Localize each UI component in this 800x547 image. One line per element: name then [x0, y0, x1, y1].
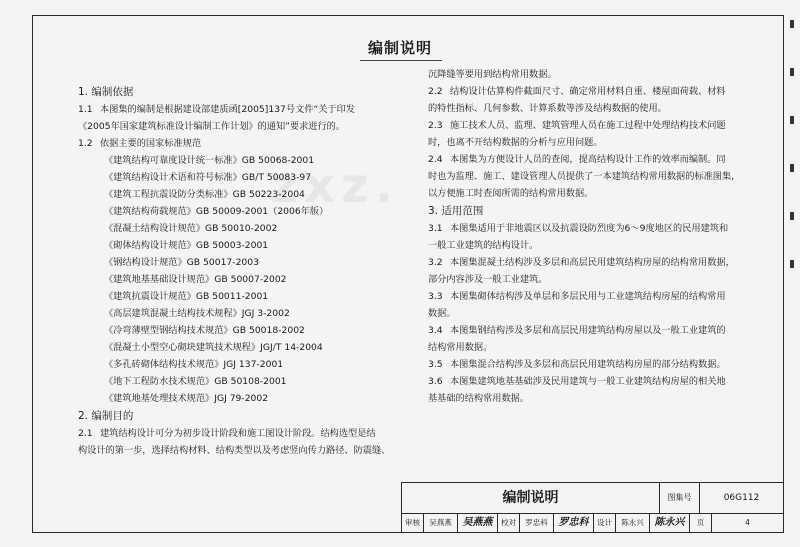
paragraph-continuation: 数据。 [428, 308, 456, 319]
standard-reference: 《建筑工程抗震设防分类标准》GB 50223-2004 [104, 189, 305, 200]
paragraph-line [428, 254, 773, 271]
paragraph-line [428, 373, 773, 390]
paragraph-line [78, 101, 423, 118]
standard-reference: 《建筑结构设计术语和符号标准》GB/T 50083-97 [104, 172, 312, 183]
paragraph-line [428, 83, 773, 100]
right-column [428, 66, 773, 407]
page-title: 编制说明 [367, 39, 432, 57]
clause-number: 3.6 [428, 376, 443, 387]
standard-reference: 《建筑地基基础设计规范》GB 50007-2002 [104, 274, 287, 285]
paragraph-continuation: 沉降缝等要用到结构常用数据。 [428, 69, 557, 80]
clause-text: 本图集钢结构涉及多层和高层民用建筑结构房屋以及一般工业建筑的 [450, 325, 726, 336]
paragraph-line [428, 288, 773, 305]
clause-number: 3.3 [428, 291, 443, 302]
clause-text: 建筑结构设计可分为初步设计阶段和施工图设计阶段。结构选型是结 [100, 428, 376, 439]
clause-number: 2.2 [428, 86, 443, 97]
checker-signature: 罗忠科 [554, 513, 594, 532]
standard-reference: 《多孔砖砌体结构技术规范》JGJ 137-2001 [104, 359, 284, 370]
paragraph-line [428, 117, 773, 134]
clause-number: 3.1 [428, 223, 443, 234]
clause-text: 依据主要的国家标准规范 [100, 138, 202, 149]
paragraph-continuation: 时也为监理、施工、建设管理人员提供了一本建筑结构常用数据的标准图集， [428, 171, 741, 182]
paragraph-continuation: 《2005年国家建筑标准设计编制工作计划》的通知”要求进行的。 [78, 121, 346, 132]
check-label: 校对 [498, 513, 520, 532]
section-heading: 3. 适用范围 [428, 205, 484, 217]
paragraph-continuation: 基基础的结构常用数据。 [428, 393, 530, 404]
clause-number: 2.4 [428, 154, 443, 165]
paragraph-continuation: 时，也离不开结构数据的分析与应用问题。 [428, 137, 603, 148]
clause-text: 施工技术人员、监理、建筑管理人员在施工过程中处理结构技术问题 [450, 120, 726, 131]
watermark: zxz. [270, 158, 400, 214]
clause-number: 3.5 [428, 359, 443, 370]
section-heading: 1. 编制依据 [78, 86, 134, 98]
checker-name: 罗忠科 [520, 513, 554, 532]
standard-reference: 《冷弯薄壁型钢结构技术规范》GB 50018-2002 [104, 325, 305, 336]
clause-text: 本图集的编制是根据建设部建质函[2005]137号文件“关于印发 [100, 104, 355, 115]
paragraph-line [78, 425, 423, 442]
paragraph-continuation: 结构常用数据。 [428, 342, 493, 353]
clause-number: 2.3 [428, 120, 443, 131]
left-column [78, 83, 423, 459]
reviewer-name: 吴燕燕 [424, 513, 458, 532]
designer-name: 陈永兴 [616, 513, 650, 532]
clause-text: 本图集适用于非地震区以及抗震设防烈度为6～9度地区的民用建筑和 [450, 223, 729, 234]
clause-text: 本图集混合结构涉及多层和高层民用建筑结构房屋的部分结构数据。 [450, 359, 726, 370]
design-label: 设计 [594, 513, 616, 532]
paragraph-continuation: 部分内容涉及一般工业建筑。 [428, 274, 548, 285]
paragraph-line [428, 220, 773, 237]
title-underline [360, 60, 442, 61]
atlas-label: 图集号 [660, 483, 700, 513]
review-label: 审核 [402, 513, 424, 532]
standard-reference: 《混凝土小型空心砌块建筑技术规程》JGJ/T 14-2004 [104, 342, 323, 353]
standard-reference: 《建筑地基处理技术规范》JGJ 79-2002 [104, 393, 269, 404]
clause-text: 本图集混凝土结构涉及多层和高层民用建筑结构房屋的结构常用数据， [450, 257, 735, 268]
standard-reference: 《高层建筑混凝土结构技术规程》JGJ 3-2002 [104, 308, 290, 319]
edge-marks [790, 20, 798, 520]
standard-reference: 《混凝土结构设计规范》GB 50010-2002 [104, 223, 278, 234]
paragraph-continuation: 的特性指标、几何参数、计算系数等涉及结构数据的使用。 [428, 103, 667, 114]
paragraph-continuation: 一般工业建筑的结构设计。 [428, 240, 539, 251]
clause-text: 本图集砌体结构涉及单层和多层民用与工业建筑结构房屋的结构常用 [450, 291, 726, 302]
standard-reference: 《建筑结构可靠度设计统一标准》GB 50068-2001 [104, 155, 315, 166]
standard-reference: 《砌体结构设计规范》GB 50003-2001 [104, 240, 269, 251]
paragraph-line [428, 322, 773, 339]
designer-signature: 陈永兴 [650, 513, 690, 532]
clause-number: 1.1 [78, 104, 93, 115]
standard-reference: 《钢结构设计规范》GB 50017-2003 [104, 257, 259, 268]
standard-reference: 《地下工程防水技术规范》GB 50108-2001 [104, 376, 287, 387]
standard-reference: 《建筑抗震设计规范》GB 50011-2001 [104, 291, 269, 302]
page-label: 页 [690, 513, 712, 532]
title-block-name: 编制说明 [402, 483, 660, 513]
clause-number: 3.2 [428, 257, 443, 268]
clause-number: 2.1 [78, 428, 93, 439]
reviewer-signature: 吴燕燕 [458, 513, 498, 532]
page-number: 4 [745, 518, 750, 527]
paragraph-continuation: 以方便施工时查阅所需的结构常用数据。 [428, 188, 594, 199]
clause-text: 本图集为方便设计人员的查阅，提高结构设计工作的效率而编制。同 [450, 154, 726, 165]
paragraph-line [428, 356, 773, 373]
clause-text: 结构设计估算构件截面尺寸、确定常用材料自重、楼屋面荷载、材料 [450, 86, 726, 97]
section-heading: 2. 编制目的 [78, 410, 134, 422]
title-block [401, 482, 784, 533]
standard-reference: 《建筑结构荷载规范》GB 50009-2001（2006年版） [104, 206, 329, 217]
clause-number: 3.4 [428, 325, 443, 336]
atlas-code: 06G112 [723, 493, 760, 503]
paragraph-continuation: 构设计的第一步，选择结构材料、结构类型以及考虑竖向传力路径、防震缝、 [78, 445, 391, 456]
clause-number: 1.2 [78, 138, 93, 149]
paragraph-line [428, 151, 773, 168]
paragraph-line [78, 135, 423, 152]
clause-text: 本图集建筑地基基础涉及民用建筑与一般工业建筑结构房屋的相关地 [450, 376, 726, 387]
